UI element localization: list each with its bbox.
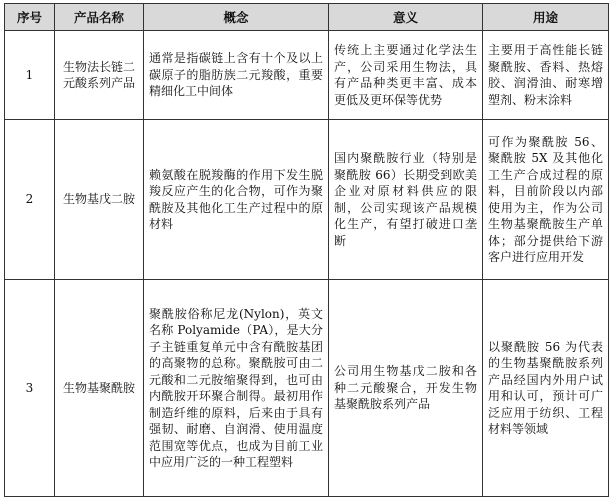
concept-cell: 通常是指碳链上含有十个及以上碳原子的脂肪族二元羧酸，重要精细化工中间体 [144,31,329,120]
concept-cell: 聚酰胺俗称尼龙(Nylon)，英文名称 Polyamide（PA），是大分子主链重复单元中含有酰胺基团的高聚物的总称。聚酰胺可由二元酸和二元胺缩聚得到，也可由内酰胺开环聚合制得。最初用作制造纤维的原料，后来由于具有强韧、耐磨、自润滑、使用温度范围宽等优点，也成为目前工业中应用广泛的一种工程塑料 [144,280,329,497]
product-name: 生物法长链二元酸系列产品 [55,31,144,120]
significance-cell: 传统上主要通过化学法生产，公司采用生物法，具有产品种类更丰富、成本更低及更环保等优势 [329,31,483,120]
row-number: 3 [5,280,55,497]
table-row [5,31,609,120]
header-usage: 用途 [483,4,609,31]
usage-cell: 可作为聚酰胺 56、聚酰胺 5X 及其他化工生产合成过程的原料，目前阶段以内部使用为主，作为公司生物基聚酰胺生产单体；部分提供给下游客户进行应用开发 [483,120,609,280]
product-table [4,3,609,497]
header-no: 序号 [5,4,55,31]
header-significance: 意义 [329,4,483,31]
table-row [5,120,609,280]
product-name: 生物基聚酰胺 [55,280,144,497]
usage-cell: 以聚酰胺 56 为代表的生物基聚酰胺系列产品经国内外用户试用和认可，预计可广泛应用于纺织、工程材料等领域 [483,280,609,497]
table-row [5,280,609,497]
table-body [5,31,609,497]
product-name: 生物基戊二胺 [55,120,144,280]
row-number: 1 [5,31,55,120]
significance-cell: 国内聚酰胺行业（特别是聚酰胺 66）长期受到欧美企业对原材料供应的限制，公司实现该产品规模化生产，有望打破进口垄断 [329,120,483,280]
header-row [5,4,609,31]
concept-cell: 赖氨酸在脱羧酶的作用下发生脱羧反应产生的化合物，可作为聚酰胺及其他化工生产过程中的原材料 [144,120,329,280]
usage-cell: 主要用于高性能长链聚酰胺、香料、热熔胶、润滑油、耐寒增塑剂、粉末涂料 [483,31,609,120]
header-product-name: 产品名称 [55,4,144,31]
table-header [5,4,609,31]
header-concept: 概念 [144,4,329,31]
significance-cell: 公司用生物基戊二胺和各种二元酸聚合，开发生物基聚酰胺系列产品 [329,280,483,497]
row-number: 2 [5,120,55,280]
